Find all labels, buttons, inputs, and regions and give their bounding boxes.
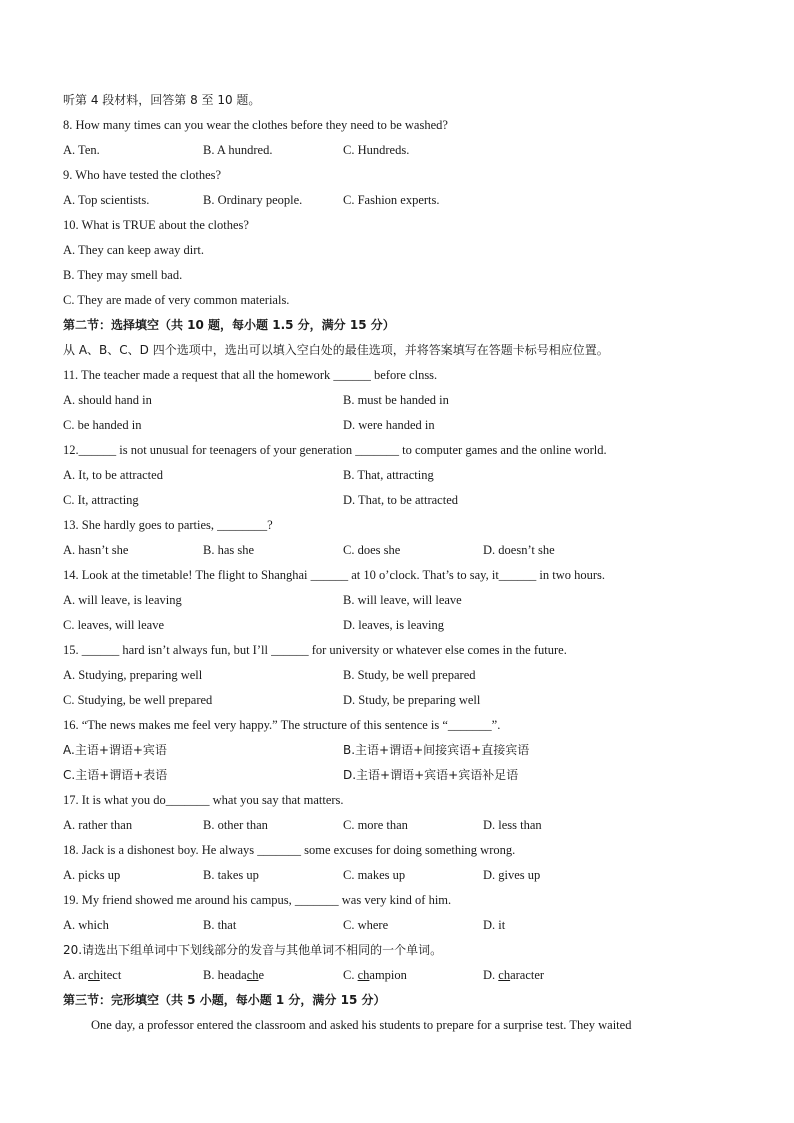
q14-option-b[interactable]: B. will leave, will leave bbox=[343, 593, 462, 607]
q15-option-b[interactable]: B. Study, be well prepared bbox=[343, 668, 476, 682]
q19-option-a[interactable]: A. which bbox=[63, 918, 109, 932]
q12-option-b[interactable]: B. That, attracting bbox=[343, 468, 434, 482]
q16-option-b[interactable]: B.主语+谓语+间接宾语+直接宾语 bbox=[343, 743, 530, 757]
q18-option-a[interactable]: A. picks up bbox=[63, 868, 121, 882]
q20-option-c-prefix: C. bbox=[343, 968, 358, 982]
q13-option-d[interactable]: D. doesn’t she bbox=[483, 543, 555, 557]
q20-option-d-underlined: ch bbox=[498, 968, 511, 982]
q20-option-a[interactable] bbox=[63, 963, 121, 988]
question-15-options-row2 bbox=[63, 688, 733, 713]
q18-option-d[interactable]: D. gives up bbox=[483, 868, 541, 882]
q8-option-b[interactable]: B. A hundred. bbox=[203, 143, 273, 157]
q17-option-c[interactable]: C. more than bbox=[343, 818, 408, 832]
q10-option-b[interactable]: B. They may smell bad. bbox=[63, 268, 183, 282]
cloze-passage-start: One day, a professor entered the classroom and asked his students to prepare for a surprise test. They waited bbox=[91, 1018, 632, 1032]
q18-option-b[interactable]: B. takes up bbox=[203, 868, 259, 882]
question-15-options-row1 bbox=[63, 663, 733, 688]
q10-option-c[interactable]: C. They are made of very common materials. bbox=[63, 293, 290, 307]
question-9-stem: 9. Who have tested the clothes? bbox=[63, 168, 222, 182]
q13-option-b[interactable]: B. has she bbox=[203, 543, 255, 557]
question-16-options-row1 bbox=[63, 738, 733, 763]
question-16-stem: 16. “The news makes me feel very happy.” The structure of this sentence is “_______”. bbox=[63, 718, 501, 732]
question-19-stem: 19. My friend showed me around his campus, _______ was very kind of him. bbox=[63, 893, 452, 907]
q20-option-d[interactable] bbox=[483, 963, 544, 988]
q19-option-c[interactable]: C. where bbox=[343, 918, 389, 932]
q20-option-a-underlined: ch bbox=[88, 968, 100, 982]
q20-option-d-suffix: aracter bbox=[510, 968, 545, 982]
question-11-options-row2 bbox=[63, 413, 733, 438]
question-18-options bbox=[63, 863, 733, 888]
q16-option-d[interactable]: D.主语+谓语+宾语+宾语补足语 bbox=[343, 768, 519, 782]
q13-option-c[interactable]: C. does she bbox=[343, 543, 401, 557]
q16-option-c[interactable]: C.主语+谓语+表语 bbox=[63, 768, 168, 782]
q18-option-c[interactable]: C. makes up bbox=[343, 868, 406, 882]
q20-option-b-suffix: e bbox=[258, 968, 265, 982]
q14-option-a[interactable]: A. will leave, is leaving bbox=[63, 593, 182, 607]
section-2-instruction: 从 A、B、C、D 四个选项中，选出可以填入空白处的最佳选项，并将答案填写在答题卡标号相应位置。 bbox=[63, 343, 609, 357]
q9-option-a[interactable]: A. Top scientists. bbox=[63, 193, 150, 207]
q11-option-d[interactable]: D. were handed in bbox=[343, 418, 435, 432]
question-13-options bbox=[63, 538, 733, 563]
listening-instruction: 听第 4 段材料，回答第 8 至 10 题。 bbox=[63, 93, 261, 107]
question-11-stem: 11. The teacher made a request that all the homework ______ before clnss. bbox=[63, 368, 438, 382]
section-3-heading: 第三节：完形填空（共 5 小题，每小题 1 分，满分 15 分） bbox=[63, 993, 386, 1007]
q15-option-d[interactable]: D. Study, be preparing well bbox=[343, 693, 481, 707]
question-14-options-row1 bbox=[63, 588, 733, 613]
q19-option-d[interactable]: D. it bbox=[483, 918, 506, 932]
q17-option-b[interactable]: B. other than bbox=[203, 818, 268, 832]
question-17-options bbox=[63, 813, 733, 838]
q20-option-c[interactable] bbox=[343, 963, 407, 988]
question-20-options bbox=[63, 963, 733, 988]
q9-option-b[interactable]: B. Ordinary people. bbox=[203, 193, 303, 207]
q20-option-c-suffix: ampion bbox=[369, 968, 407, 982]
q14-option-d[interactable]: D. leaves, is leaving bbox=[343, 618, 445, 632]
exam-page bbox=[63, 88, 733, 1038]
question-9-options bbox=[63, 188, 733, 213]
q11-option-a[interactable]: A. should hand in bbox=[63, 393, 152, 407]
question-13-stem: 13. She hardly goes to parties, ________? bbox=[63, 518, 273, 532]
q8-option-a[interactable]: A. Ten. bbox=[63, 143, 100, 157]
q15-option-a[interactable]: A. Studying, preparing well bbox=[63, 668, 203, 682]
q20-option-b[interactable] bbox=[203, 963, 264, 988]
q20-option-a-suffix: itect bbox=[99, 968, 122, 982]
question-12-options-row2 bbox=[63, 488, 733, 513]
section-2-heading: 第二节：选择填空（共 10 题，每小题 1.5 分，满分 15 分） bbox=[63, 318, 395, 332]
q10-option-a[interactable]: A. They can keep away dirt. bbox=[63, 243, 205, 257]
q20-option-b-prefix: B. heada bbox=[203, 968, 247, 982]
q20-option-c-underlined: ch bbox=[357, 968, 370, 982]
q17-option-a[interactable]: A. rather than bbox=[63, 818, 133, 832]
question-14-stem: 14. Look at the timetable! The flight to Shanghai ______ at 10 o’clock. That’s to say, it______ in two hours. bbox=[63, 568, 606, 582]
q8-option-c[interactable]: C. Hundreds. bbox=[343, 143, 410, 157]
q9-option-c[interactable]: C. Fashion experts. bbox=[343, 193, 440, 207]
q13-option-a[interactable]: A. hasn’t she bbox=[63, 543, 129, 557]
question-20-stem: 20.请选出下组单词中下划线部分的发音与其他单词不相同的一个单词。 bbox=[63, 943, 443, 957]
question-15-stem: 15. ______ hard isn’t always fun, but I’ll ______ for university or whatever else comes in the future. bbox=[63, 643, 567, 657]
q19-option-b[interactable]: B. that bbox=[203, 918, 237, 932]
q12-option-a[interactable]: A. It, to be attracted bbox=[63, 468, 163, 482]
question-8-options bbox=[63, 138, 733, 163]
q16-option-a[interactable]: A.主语+谓语+宾语 bbox=[63, 743, 167, 757]
q11-option-c[interactable]: C. be handed in bbox=[63, 418, 142, 432]
question-17-stem: 17. It is what you do_______ what you say that matters. bbox=[63, 793, 344, 807]
q12-option-d[interactable]: D. That, to be attracted bbox=[343, 493, 459, 507]
q20-option-a-prefix: A. ar bbox=[63, 968, 88, 982]
q14-option-c[interactable]: C. leaves, will leave bbox=[63, 618, 165, 632]
question-18-stem: 18. Jack is a dishonest boy. He always _______ some excuses for doing something wrong. bbox=[63, 843, 516, 857]
q12-option-c[interactable]: C. It, attracting bbox=[63, 493, 139, 507]
q17-option-d[interactable]: D. less than bbox=[483, 818, 542, 832]
q11-option-b[interactable]: B. must be handed in bbox=[343, 393, 449, 407]
q20-option-d-prefix: D. bbox=[483, 968, 499, 982]
question-12-options-row1 bbox=[63, 463, 733, 488]
question-16-options-row2 bbox=[63, 763, 733, 788]
question-10-stem: 10. What is TRUE about the clothes? bbox=[63, 218, 249, 232]
question-19-options bbox=[63, 913, 733, 938]
question-12-stem: 12.______ is not unusual for teenagers of your generation _______ to computer games and the online world. bbox=[63, 443, 607, 457]
q20-option-b-underlined: ch bbox=[246, 968, 259, 982]
q15-option-c[interactable]: C. Studying, be well prepared bbox=[63, 693, 213, 707]
question-8-stem: 8. How many times can you wear the clothes before they need to be washed? bbox=[63, 118, 448, 132]
question-11-options-row1 bbox=[63, 388, 733, 413]
question-14-options-row2 bbox=[63, 613, 733, 638]
